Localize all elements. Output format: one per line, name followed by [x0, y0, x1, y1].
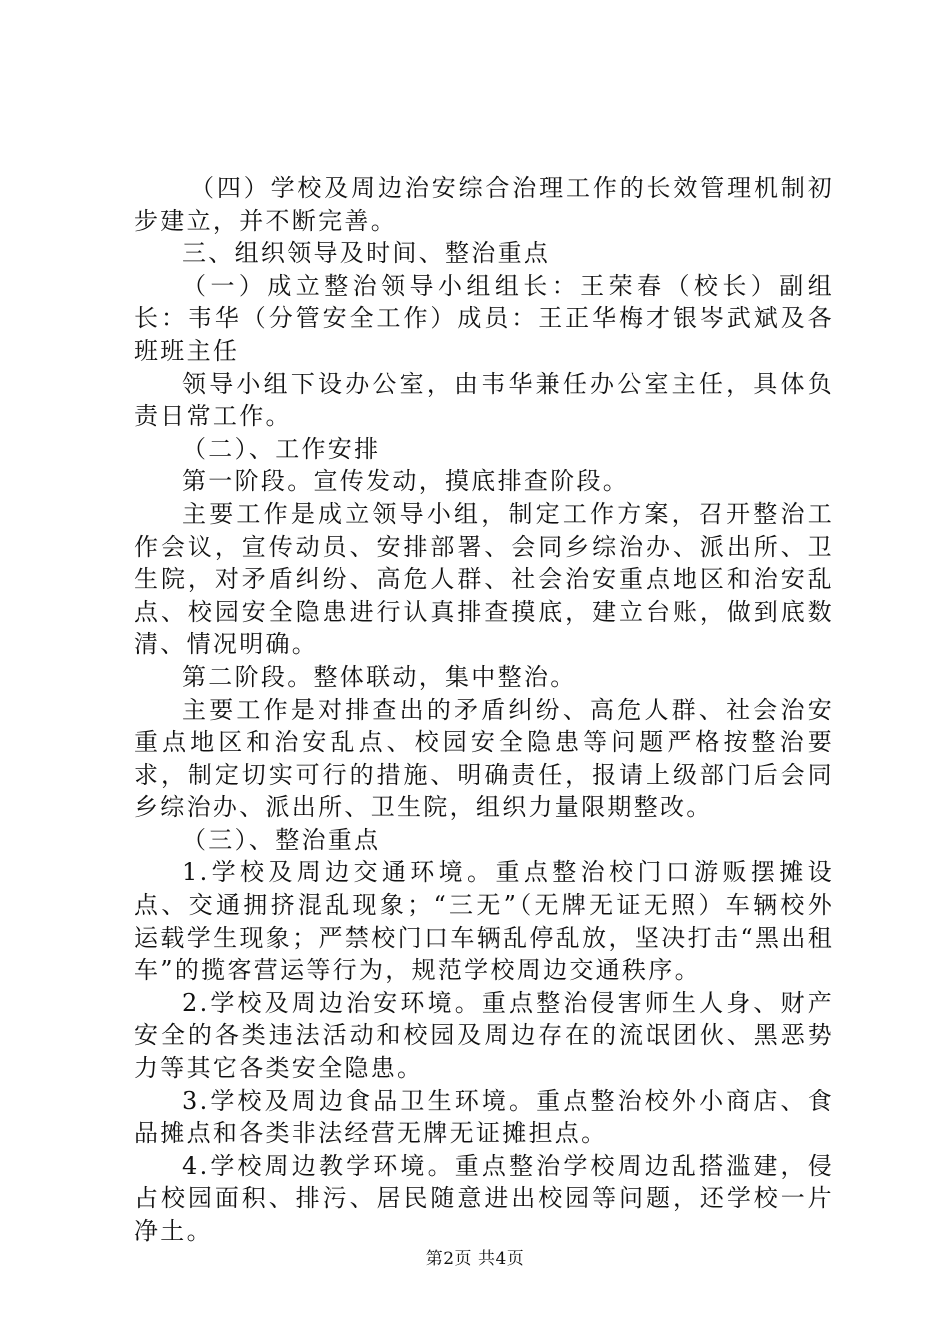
- paragraph-traffic-environment: 1.学校及周边交通环境。重点整治校门口游贩摆摊设点、交通拥挤混乱现象；“三无”（无牌无证无照）车辆校外运载学生现象；严禁校门口车辆乱停乱放，坚决打击“黑出租车”的揽客营运等行为，规范学校周边交通秩序。: [134, 858, 834, 985]
- paragraph-leadership-group: （一）成立整治领导小组组长：王荣春（校长）副组长：韦华（分管安全工作）成员：王正华梅才银岑武斌及各班班主任: [134, 271, 834, 365]
- heading-stage-2: 第二阶段。整体联动，集中整治。: [182, 662, 577, 691]
- page-number: 第2页 共4页: [425, 1249, 525, 1269]
- heading-key-points: （三）、整治重点: [182, 825, 381, 854]
- heading-section-3: 三、组织领导及时间、整治重点: [182, 239, 551, 268]
- heading-work-arrangement: （二）、工作安排: [182, 434, 381, 463]
- paragraph-stage-1-work: 主要工作是成立领导小组，制定工作方案，召开整治工作会议，宣传动员、安排部署、会同乡综治办、派出所、卫生院，对矛盾纠纷、高危人群、社会治安重点地区和治安乱点、校园安全隐患进行认真排查摸底，建立台账，做到底数清、情况明确。: [134, 499, 834, 659]
- heading-stage-1: 第一阶段。宣传发动，摸底排查阶段。: [182, 467, 630, 496]
- paragraph-section-4-goal: （四）学校及周边治安综合治理工作的长效管理机制初步建立，并不断完善。: [134, 174, 834, 235]
- document-body: [134, 172, 834, 1248]
- paragraph-food-hygiene: 3.学校及周边食品卫生环境。重点整治校外小商店、食品摊点和各类非法经营无牌无证摊担点。: [134, 1086, 834, 1148]
- paragraph-teaching-environment: 4.学校周边教学环境。重点整治学校周边乱搭滥建，侵占校园面积、排污、居民随意进出校园等问题，还学校一片净土。: [134, 1151, 834, 1245]
- paragraph-security-environment: 2.学校及周边治安环境。重点整治侵害师生人身、财产安全的各类违法活动和校园及周边存在的流氓团伙、黑恶势力等其它各类安全隐患。: [134, 988, 834, 1083]
- paragraph-stage-2-work: 主要工作是对排查出的矛盾纠纷、高危人群、社会治安重点地区和治安乱点、校园安全隐患等问题严格按整治要求，制定切实可行的措施、明确责任，报请上级部门后会同乡综治办、派出所、卫生院，组织力量限期整改。: [134, 695, 834, 822]
- paragraph-office-setup: 领导小组下设办公室，由韦华兼任办公室主任，具体负责日常工作。: [134, 369, 834, 431]
